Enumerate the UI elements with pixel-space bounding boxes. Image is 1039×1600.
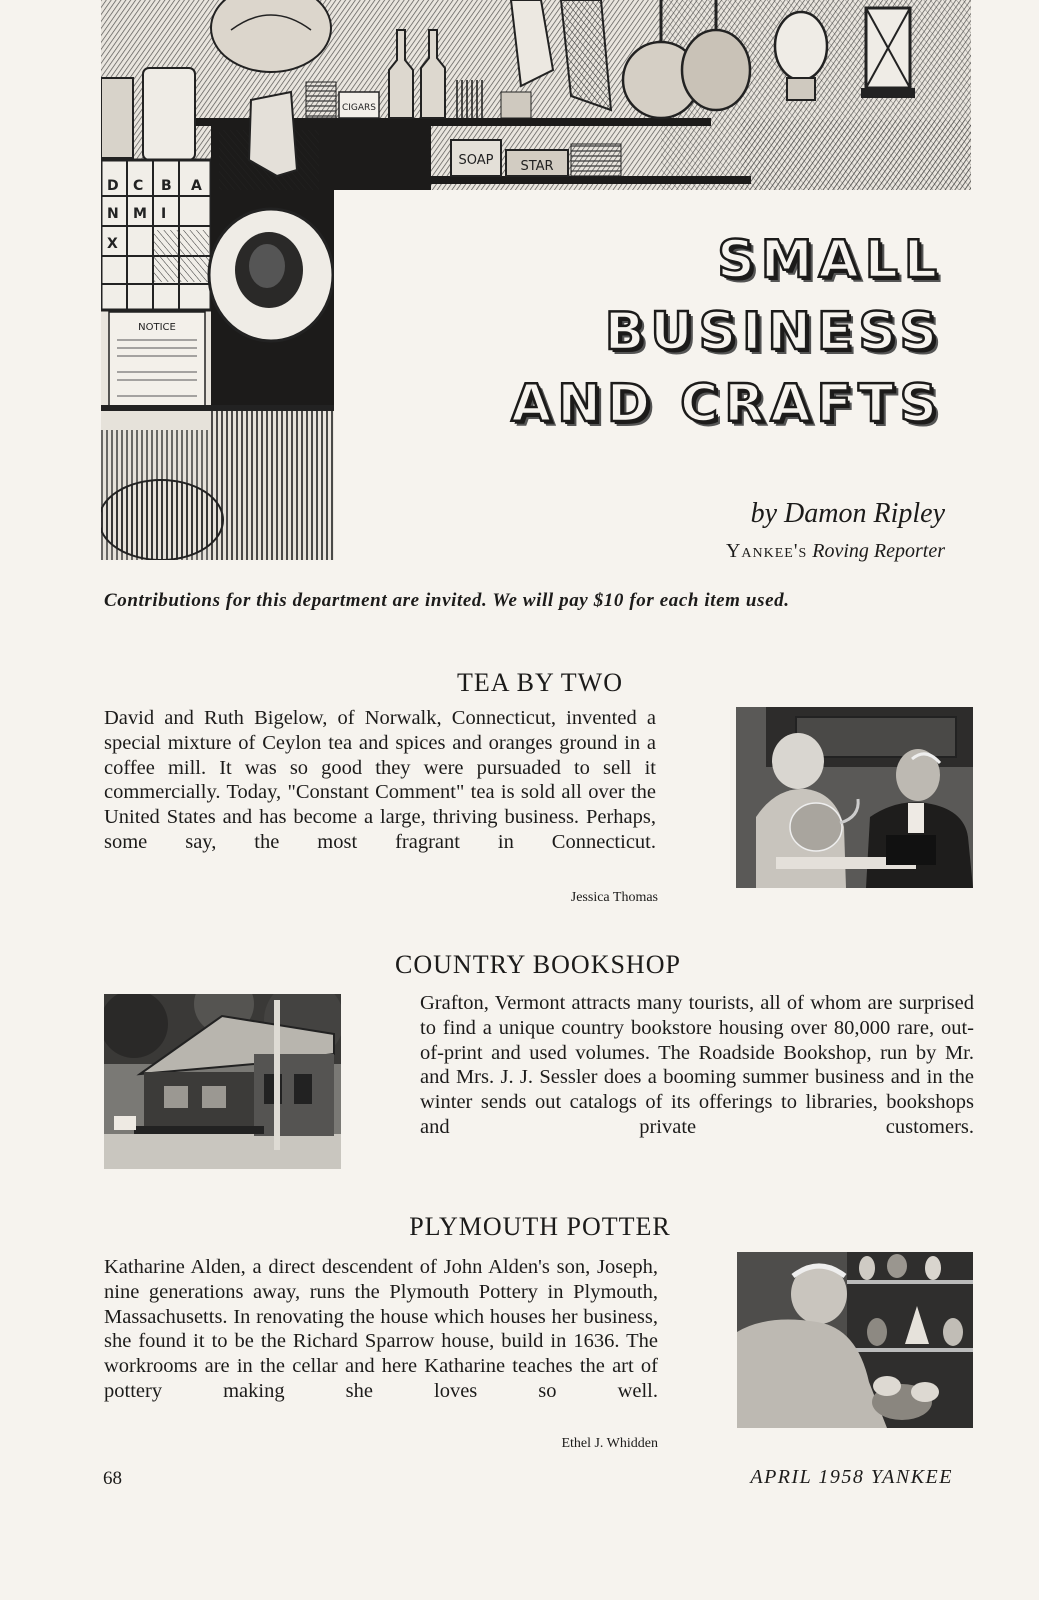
cubby-letter: A	[191, 178, 202, 194]
cubby-letter: B	[161, 178, 172, 194]
article-body: Katharine Alden, a direct descendent of John Alden's son, Joseph, nine generations away, runs the Plymouth Pottery in Plymouth, Massachusetts. In renovating the house which houses her business, she found it to be the Richard Sparrow house, build in 1636. The workrooms are in the cellar and here Katharine teaches the art of pottery making she loves so well.	[104, 1256, 658, 1402]
byline: by Damon Ripley	[750, 498, 945, 529]
issue-line: APRIL 1958 YANKEE	[750, 1466, 953, 1488]
cubby-letter: I	[161, 206, 167, 222]
cubby-letter: N	[107, 206, 119, 222]
article-heading: PLYMOUTH POTTER	[409, 1212, 671, 1241]
article-credit: Ethel J. Whidden	[561, 1436, 658, 1451]
notice-sign: NOTICE	[138, 322, 176, 333]
star-sign: STAR	[520, 159, 554, 174]
article-heading: COUNTRY BOOKSHOP	[395, 950, 681, 979]
title-line: AND CRAFTS	[511, 374, 943, 434]
cubby-letter: X	[107, 236, 118, 252]
contributions-note: Contributions for this department are invited. We will pay $10 for each item used.	[104, 590, 790, 611]
article-credit: Jessica Thomas	[570, 890, 658, 905]
cubby-letter: M	[133, 206, 147, 222]
cigars-sign: CIGARS	[341, 103, 377, 113]
reporter-title: Roving Reporter	[812, 540, 945, 562]
byline-subtitle	[726, 540, 945, 563]
article-body: Grafton, Vermont attracts many tourists, all of whom are surprised to find a unique country bookstore housing over 80,000 rare, out-of-print and used volumes. The Roadside Bookshop, run by Mr. and Mrs. J. J. Sessler does a booming summer business and in the winter sends out catalogs of its offerings to libraries, bookshops and private customers.	[420, 992, 974, 1138]
title-line: SMALL	[717, 230, 943, 290]
bigelow-couple-photo	[736, 707, 973, 888]
soap-sign: SOAP	[458, 153, 494, 168]
department-title	[511, 224, 943, 440]
magazine-name: Yankee's	[725, 540, 808, 562]
article-heading: TEA BY TWO	[457, 668, 623, 697]
potter-at-work-photo	[737, 1252, 973, 1428]
cubby-letter: D	[107, 178, 119, 194]
roadside-bookshop-photo	[104, 994, 341, 1169]
cubby-letter: C	[133, 178, 144, 194]
page-number: 68	[103, 1468, 122, 1489]
title-line: BUSINESS	[604, 302, 943, 362]
article-body: David and Ruth Bigelow, of Norwalk, Connecticut, invented a special mixture of Ceylon tea and spices and oranges ground in a coffee mill. It was so good they were pursuaded to sell it commercially. Today, "Constant Comment" tea is sold all over the United States and has become a large, thriving business. Perhaps, some say, the most fragrant in Connecticut.	[104, 707, 656, 853]
